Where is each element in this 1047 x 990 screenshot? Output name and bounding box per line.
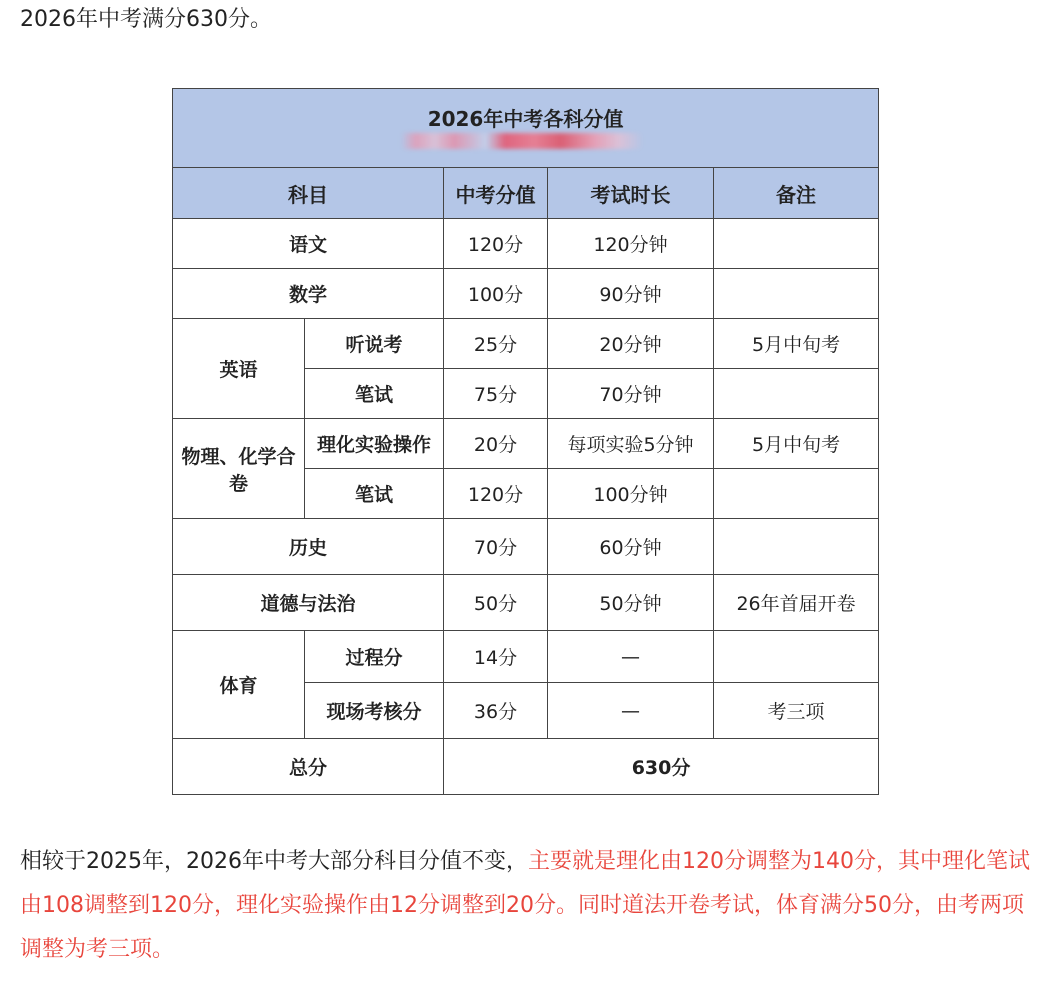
header-duration: 考试时长 — [548, 168, 714, 219]
duration-cell: 90分钟 — [548, 269, 714, 319]
header-score: 中考分值 — [444, 168, 548, 219]
subject-cell: 道德与法治 — [173, 575, 444, 631]
score-cell: 25分 — [444, 319, 548, 369]
total-value: 630分 — [444, 739, 879, 795]
note-cell — [714, 219, 879, 269]
score-cell: 120分 — [444, 219, 548, 269]
table-row — [173, 219, 879, 269]
header-note: 备注 — [714, 168, 879, 219]
subitem-cell: 现场考核分 — [305, 683, 444, 739]
subitem-cell: 听说考 — [305, 319, 444, 369]
subject-cell: 英语 — [173, 319, 305, 419]
note-cell: 26年首届开卷 — [714, 575, 879, 631]
note-cell — [714, 519, 879, 575]
intro-text: 2026年中考满分630分。 — [20, 7, 272, 32]
subitem-cell: 笔试 — [305, 369, 444, 419]
subject-cell: 历史 — [173, 519, 444, 575]
table-row — [173, 631, 879, 683]
score-cell: 50分 — [444, 575, 548, 631]
summary-plain-text: 相较于2025年，2026年中考大部分科目分值不变， — [20, 849, 528, 874]
score-cell: 14分 — [444, 631, 548, 683]
score-cell: 75分 — [444, 369, 548, 419]
subject-cell: 体育 — [173, 631, 305, 739]
header-row — [173, 168, 879, 219]
subject-cell: 语文 — [173, 219, 444, 269]
duration-cell: 每项实验5分钟 — [548, 419, 714, 469]
total-label: 总分 — [173, 739, 444, 795]
score-table — [172, 88, 879, 795]
subitem-cell: 过程分 — [305, 631, 444, 683]
duration-cell: 120分钟 — [548, 219, 714, 269]
table-row — [173, 269, 879, 319]
table-row — [173, 319, 879, 369]
table-row — [173, 419, 879, 469]
title-row — [173, 89, 879, 168]
header-subject: 科目 — [173, 168, 444, 219]
duration-cell: — — [548, 683, 714, 739]
note-cell: 5月中旬考 — [714, 319, 879, 369]
summary-highlight-text: 主要就是理化由120分调整为140分，其中理化笔试由108调整到120分，理化实验操作由12分调整到20分。同时道法开卷考试，体育满分50分，由考两项调整为考三项。 — [20, 849, 1030, 962]
duration-cell: — — [548, 631, 714, 683]
subject-cell: 物理、化学合卷 — [173, 419, 305, 519]
subitem-cell: 理化实验操作 — [305, 419, 444, 469]
note-cell — [714, 631, 879, 683]
duration-cell: 100分钟 — [548, 469, 714, 519]
score-cell: 36分 — [444, 683, 548, 739]
total-row — [173, 739, 879, 795]
note-cell: 考三项 — [714, 683, 879, 739]
score-cell: 20分 — [444, 419, 548, 469]
note-cell — [714, 369, 879, 419]
note-cell — [714, 469, 879, 519]
table-row — [173, 519, 879, 575]
subject-cell: 数学 — [173, 269, 444, 319]
note-cell: 5月中旬考 — [714, 419, 879, 469]
table-title-cell — [173, 89, 879, 168]
duration-cell: 60分钟 — [548, 519, 714, 575]
duration-cell: 20分钟 — [548, 319, 714, 369]
table-title: 2026年中考各科分值 — [427, 107, 624, 131]
summary-paragraph — [20, 840, 1040, 972]
subitem-cell: 笔试 — [305, 469, 444, 519]
score-cell: 100分 — [444, 269, 548, 319]
table-row — [173, 575, 879, 631]
duration-cell: 50分钟 — [548, 575, 714, 631]
score-cell: 70分 — [444, 519, 548, 575]
duration-cell: 70分钟 — [548, 369, 714, 419]
blurred-watermark — [401, 133, 643, 149]
score-cell: 120分 — [444, 469, 548, 519]
note-cell — [714, 269, 879, 319]
